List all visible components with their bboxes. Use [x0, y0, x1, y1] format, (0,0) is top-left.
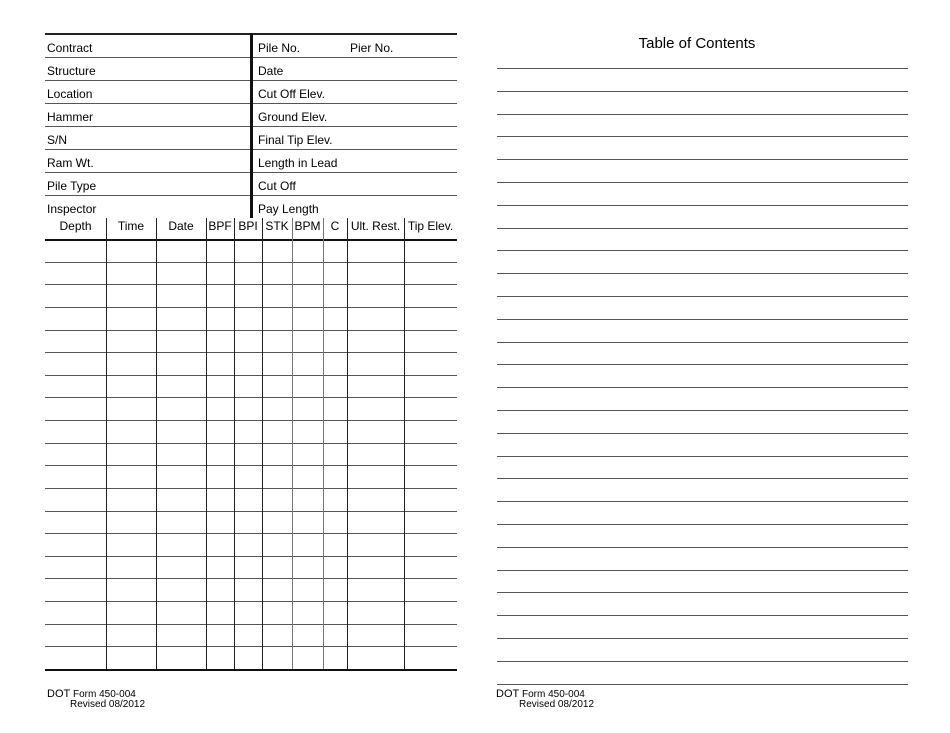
field-underline[interactable]	[45, 126, 250, 127]
toc-line[interactable]	[497, 273, 908, 274]
column-header: C	[330, 219, 340, 233]
toc-line[interactable]	[497, 501, 908, 502]
toc-line[interactable]	[497, 478, 908, 479]
field-underline[interactable]	[253, 80, 457, 81]
column-divider	[292, 218, 293, 669]
field-underline[interactable]	[253, 126, 457, 127]
section-divider	[250, 33, 253, 218]
column-divider	[404, 218, 405, 669]
toc-line[interactable]	[497, 456, 908, 457]
toc-line[interactable]	[497, 684, 908, 685]
toc-line[interactable]	[497, 387, 908, 388]
field-underline[interactable]	[45, 149, 250, 150]
field-underline[interactable]	[45, 57, 250, 58]
toc-line[interactable]	[497, 342, 908, 343]
field-label: Cut Off Elev.	[258, 87, 325, 101]
toc-line[interactable]	[497, 114, 908, 115]
toc-line[interactable]	[497, 68, 908, 69]
toc-line[interactable]	[497, 250, 908, 251]
column-divider	[206, 218, 207, 669]
toc-line[interactable]	[497, 570, 908, 571]
column-divider	[262, 218, 263, 669]
field-label: Inspector	[47, 202, 97, 216]
field-label-pier-no: Pier No.	[350, 41, 394, 55]
field-label: S/N	[47, 133, 68, 147]
column-header: BPI	[238, 219, 258, 233]
column-header: Depth	[59, 219, 92, 233]
column-divider	[156, 218, 157, 669]
toc-line[interactable]	[497, 319, 908, 320]
toc-line[interactable]	[497, 159, 908, 160]
footer-right	[496, 689, 594, 710]
toc-line[interactable]	[497, 592, 908, 593]
column-header: BPF	[208, 219, 232, 233]
toc-line[interactable]	[497, 524, 908, 525]
column-header: Time	[117, 219, 145, 233]
footer-revised: Revised 08/2012	[519, 699, 595, 710]
toc-line[interactable]	[497, 296, 908, 297]
footer-form-number: Form 450-004	[522, 689, 585, 700]
column-divider	[106, 218, 107, 669]
toc-line[interactable]	[497, 547, 908, 548]
column-header: Date	[168, 219, 194, 233]
toc-line[interactable]	[497, 615, 908, 616]
field-underline[interactable]	[45, 172, 250, 173]
column-header: Ult. Rest.	[350, 219, 401, 233]
footer-agency: DOT	[496, 688, 520, 700]
toc-line[interactable]	[497, 228, 908, 229]
column-header: Tip Elev.	[407, 219, 454, 233]
column-divider	[323, 218, 324, 669]
bottom-border	[45, 669, 457, 671]
toc-line[interactable]	[497, 91, 908, 92]
field-underline[interactable]	[253, 172, 457, 173]
field-label: Pay Length	[258, 202, 319, 216]
field-label: Pile Type	[47, 179, 97, 193]
toc-line[interactable]	[497, 638, 908, 639]
field-label: Pile No.	[258, 41, 301, 55]
field-underline[interactable]	[45, 80, 250, 81]
field-underline[interactable]	[253, 149, 457, 150]
toc-line[interactable]	[497, 182, 908, 183]
field-label: Ground Elev.	[258, 110, 328, 124]
field-underline[interactable]	[253, 57, 457, 58]
field-label: Structure	[47, 64, 96, 78]
column-header: BPM	[294, 219, 321, 233]
footer-revised: Revised 08/2012	[70, 699, 146, 710]
column-divider	[347, 218, 348, 669]
field-underline[interactable]	[253, 103, 457, 104]
toc-line[interactable]	[497, 410, 908, 411]
toc-line[interactable]	[497, 205, 908, 206]
field-label: Location	[47, 87, 93, 101]
field-label: Ram Wt.	[47, 156, 94, 170]
field-underline[interactable]	[45, 195, 250, 196]
toc-line[interactable]	[497, 661, 908, 662]
footer-form-number: Form 450-004	[73, 689, 136, 700]
toc-title: Table of Contents	[638, 35, 756, 52]
field-label: Hammer	[47, 110, 94, 124]
footer-left	[47, 689, 145, 710]
field-label: Contract	[47, 41, 93, 55]
field-label: Final Tip Elev.	[258, 133, 333, 147]
toc-line[interactable]	[497, 433, 908, 434]
column-divider	[234, 218, 235, 669]
footer-agency: DOT	[47, 688, 71, 700]
field-underline[interactable]	[45, 103, 250, 104]
field-label: Date	[258, 64, 284, 78]
field-label: Cut Off	[258, 179, 296, 193]
field-underline[interactable]	[253, 195, 457, 196]
column-header: STK	[265, 219, 289, 233]
toc-line[interactable]	[497, 136, 908, 137]
field-label: Length in Lead	[258, 156, 338, 170]
toc-line[interactable]	[497, 364, 908, 365]
